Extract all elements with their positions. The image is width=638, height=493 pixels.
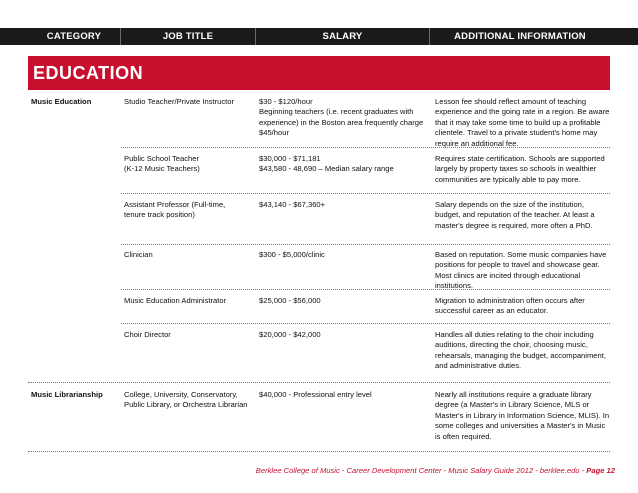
row-divider (121, 193, 610, 194)
row-info: Lesson fee should reflect amount of teaching experience and the going rate in a region. Be aware that it may take some time to build up a profitable clientele. Travel to a private student's home may require an additional fee. (435, 97, 610, 148)
footer-page-number: Page 12 (586, 466, 615, 475)
row-category: Music Education (31, 97, 92, 106)
section-band (28, 56, 610, 90)
header-category: CATEGORY (46, 31, 102, 42)
row-divider (28, 382, 610, 383)
row-salary: $30 - $120/hour Beginning teachers (i.e. recent graduates with experience) in the Boston area frequently charge $45/hour (259, 97, 424, 138)
row-info: Nearly all institutions require a graduate library degree (a Master's in Library Science, MLS or Master's in Library in Information Science, MLIS). In some colleges and universities a Master's in Music is often required. (435, 390, 610, 441)
header-additional-info: ADDITIONAL INFORMATION (454, 31, 586, 42)
row-info: Migration to administration often occurs after successful career as an educator. (435, 296, 585, 316)
row-salary: $20,000 - $42,000 (259, 330, 321, 339)
row-divider (121, 244, 610, 245)
row-info: Salary depends on the size of the institution, budget, and reputation of the teacher. At least a master's degree is required, more often a PhD. (435, 200, 595, 230)
row-job-title: Music Education Administrator (124, 296, 227, 305)
row-job-title: Assistant Professor (Full-time, tenure track position) (124, 200, 226, 220)
row-salary: $40,000 - Professional entry level (259, 390, 372, 399)
row-info: Based on reputation. Some music companies have positions for people to travel and showcase gear. Most clinics are incited through educational institutions. (435, 250, 607, 291)
row-divider (121, 147, 610, 148)
header-job-title: JOB TITLE (162, 31, 214, 42)
row-divider (121, 323, 610, 324)
row-job-title: Public School Teacher (K-12 Music Teachers) (124, 154, 200, 174)
row-divider (28, 451, 610, 452)
row-info: Requires state certification. Schools are supported largely by property taxes so schools in wealthier communities are typically able to pay more. (435, 154, 605, 184)
row-salary: $43,140 - $67,360+ (259, 200, 326, 209)
header-salary: SALARY (322, 31, 363, 42)
table-header-bar (0, 28, 638, 45)
page-footer (256, 466, 615, 475)
footer-text: Berklee College of Music - Career Development Center - Music Salary Guide 2012 - berklee.edu - (255, 466, 587, 475)
row-salary: $300 - $5,000/clinic (259, 250, 325, 259)
section-title: EDUCATION (33, 63, 144, 83)
row-info: Handles all duties relating to the choir including auditions, directing the choir, choosing music, rehearsals, managing the budget, accompaniment, and administrative duties. (435, 330, 606, 371)
row-job-title: Studio Teacher/Private Instructor (124, 97, 235, 106)
row-job-title: College, University, Conservatory, Public Library, or Orchestra Librarian (124, 390, 248, 410)
row-job-title: Choir Director (124, 330, 171, 339)
row-divider (121, 289, 610, 290)
row-category: Music Librarianship (31, 390, 103, 399)
row-job-title: Clinician (124, 250, 153, 259)
row-salary: $30,000 - $71,181 $43,580 - 48,690 – Median salary range (259, 154, 394, 174)
row-salary: $25,000 - $56,000 (259, 296, 321, 305)
